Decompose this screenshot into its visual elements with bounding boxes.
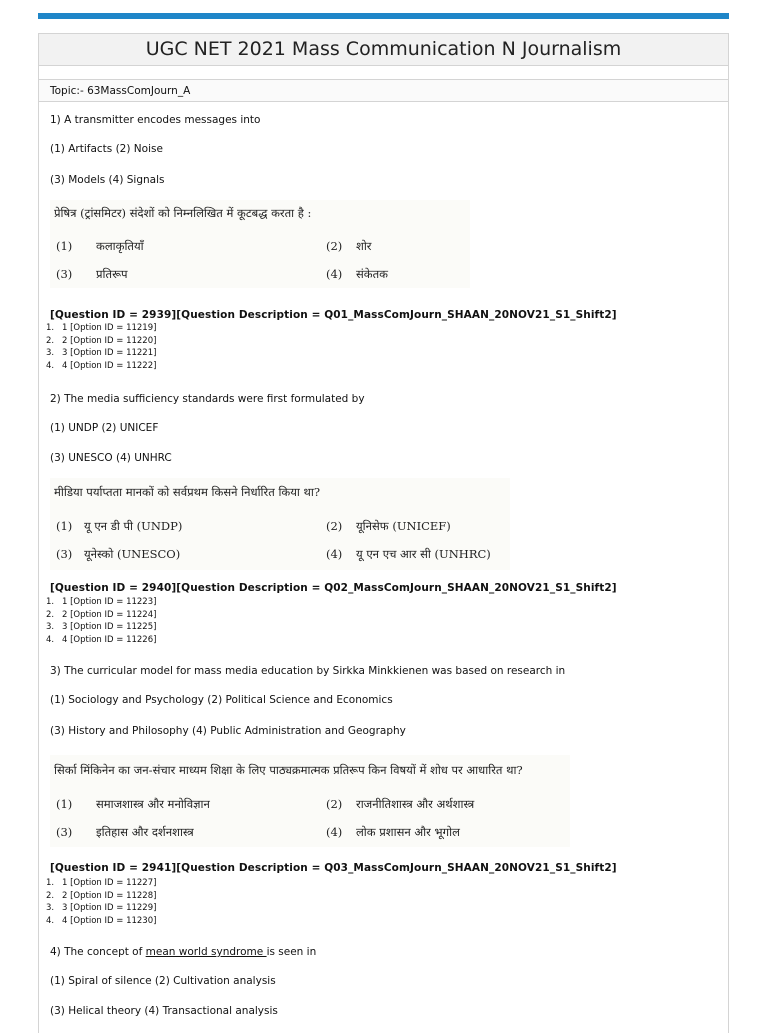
option-row: 3. 3 [Option ID = 11221] (46, 348, 157, 358)
hindi-option-text: इतिहास और दर्शनशास्त्र (96, 825, 194, 839)
hindi-option-number: (1) (56, 519, 73, 533)
question-4-text: 4) The concept of mean world syndrome is seen in (50, 946, 317, 958)
option-row: 1. 1 [Option ID = 11227] (46, 878, 157, 888)
hindi-option-text: शोर (356, 239, 372, 253)
hindi-option-number: (3) (56, 267, 73, 281)
hindi-option-text: यू एन एच आर सी (UNHRC) (356, 547, 491, 561)
hindi-option-text: यू एन डी पी (UNDP) (84, 519, 183, 533)
option-row: 4. 4 [Option ID = 11226] (46, 634, 157, 645)
option-row: 4. 4 [Option ID = 11230] (46, 915, 157, 926)
question-2-hindi-text: मीडिया पर्याप्तता मानकों को सर्वप्रथम किसने निर्धारित किया था? (54, 485, 321, 499)
question-3-option-list (46, 877, 156, 927)
question-1-options-line2: (3) Models (4) Signals (50, 174, 165, 186)
topic-label: Topic:- 63MassComJourn_A (39, 79, 728, 102)
question-1-text: 1) A transmitter encodes messages into (50, 114, 261, 126)
option-row: 3. 3 [Option ID = 11229] (46, 903, 157, 913)
hindi-option-text: यूनेस्को (UNESCO) (84, 547, 181, 561)
option-row: 4. 4 [Option ID = 11222] (46, 360, 157, 371)
hindi-option-text: राजनीतिशास्त्र और अर्थशास्त्र (356, 797, 475, 811)
question-1-hindi-block (50, 200, 470, 288)
hindi-option-number: (1) (56, 797, 73, 811)
question-2-meta: [Question ID = 2940][Question Description = Q02_MassComJourn_SHAAN_20NOV21_S1_Shift2] (50, 582, 617, 594)
option-row: 2. 2 [Option ID = 11220] (46, 335, 157, 346)
question-2-option-list (46, 596, 156, 646)
question-3-hindi-text: सिर्का मिंकिनेन का जन-संचार माध्यम शिक्षा के लिए पाठ्यक्रमात्मक प्रतिरूप किन विषयों में शोध पर आधारित था? (54, 763, 523, 777)
hindi-option-text: संकेतक (356, 267, 388, 281)
hindi-option-number: (2) (326, 519, 343, 533)
hindi-option-number: (2) (326, 239, 343, 253)
question-1-option-list (46, 322, 156, 372)
hindi-option-number: (4) (326, 547, 343, 561)
option-row: 1. 1 [Option ID = 11223] (46, 597, 157, 607)
option-row: 3. 3 [Option ID = 11225] (46, 622, 157, 632)
option-row: 1. 1 [Option ID = 11219] (46, 323, 157, 333)
hindi-option-text: समाजशास्त्र और मनोविज्ञान (96, 797, 210, 811)
hindi-option-text: कलाकृतियाँ (96, 239, 144, 253)
question-4-options-line2: (3) Helical theory (4) Transactional analysis (50, 1005, 278, 1017)
question-3-options-line2: (3) History and Philosophy (4) Public Administration and Geography (50, 725, 406, 737)
question-1-hindi-text: प्रेषित्र (ट्रांसमिटर) संदेशों को निम्नलिखित में कूटबद्ध करता है : (54, 206, 312, 220)
hindi-option-number: (2) (326, 797, 343, 811)
hindi-option-number: (4) (326, 267, 343, 281)
question-2-hindi-block (50, 478, 510, 570)
page-title: UGC NET 2021 Mass Communication N Journalism (39, 34, 728, 66)
option-row: 2. 2 [Option ID = 11228] (46, 890, 157, 901)
question-1-meta: [Question ID = 2939][Question Description = Q01_MassComJourn_SHAAN_20NOV21_S1_Shift2] (50, 309, 617, 321)
question-2-options-line1: (1) UNDP (2) UNICEF (50, 422, 159, 434)
hindi-option-text: यूनिसेफ (UNICEF) (356, 519, 451, 533)
question-1-options-line1: (1) Artifacts (2) Noise (50, 143, 163, 155)
question-3-hindi-block (50, 755, 570, 847)
top-accent-bar (38, 13, 729, 19)
question-3-text: 3) The curricular model for mass media education by Sirkka Minkkienen was based on research in (50, 665, 566, 677)
hindi-option-number: (4) (326, 825, 343, 839)
question-3-options-line1: (1) Sociology and Psychology (2) Political Science and Economics (50, 694, 393, 706)
question-2-options-line2: (3) UNESCO (4) UNHRC (50, 452, 172, 464)
hindi-option-number: (1) (56, 239, 73, 253)
hindi-option-text: लोक प्रशासन और भूगोल (356, 825, 460, 839)
option-row: 2. 2 [Option ID = 11224] (46, 609, 157, 620)
underlined-term: mean world syndrome (145, 946, 267, 958)
hindi-option-number: (3) (56, 825, 73, 839)
hindi-option-text: प्रतिरूप (96, 267, 128, 281)
question-3-meta: [Question ID = 2941][Question Description = Q03_MassComJourn_SHAAN_20NOV21_S1_Shift2] (50, 862, 617, 874)
hindi-option-number: (3) (56, 547, 73, 561)
question-4-options-line1: (1) Spiral of silence (2) Cultivation analysis (50, 975, 276, 987)
question-2-text: 2) The media sufficiency standards were first formulated by (50, 393, 365, 405)
